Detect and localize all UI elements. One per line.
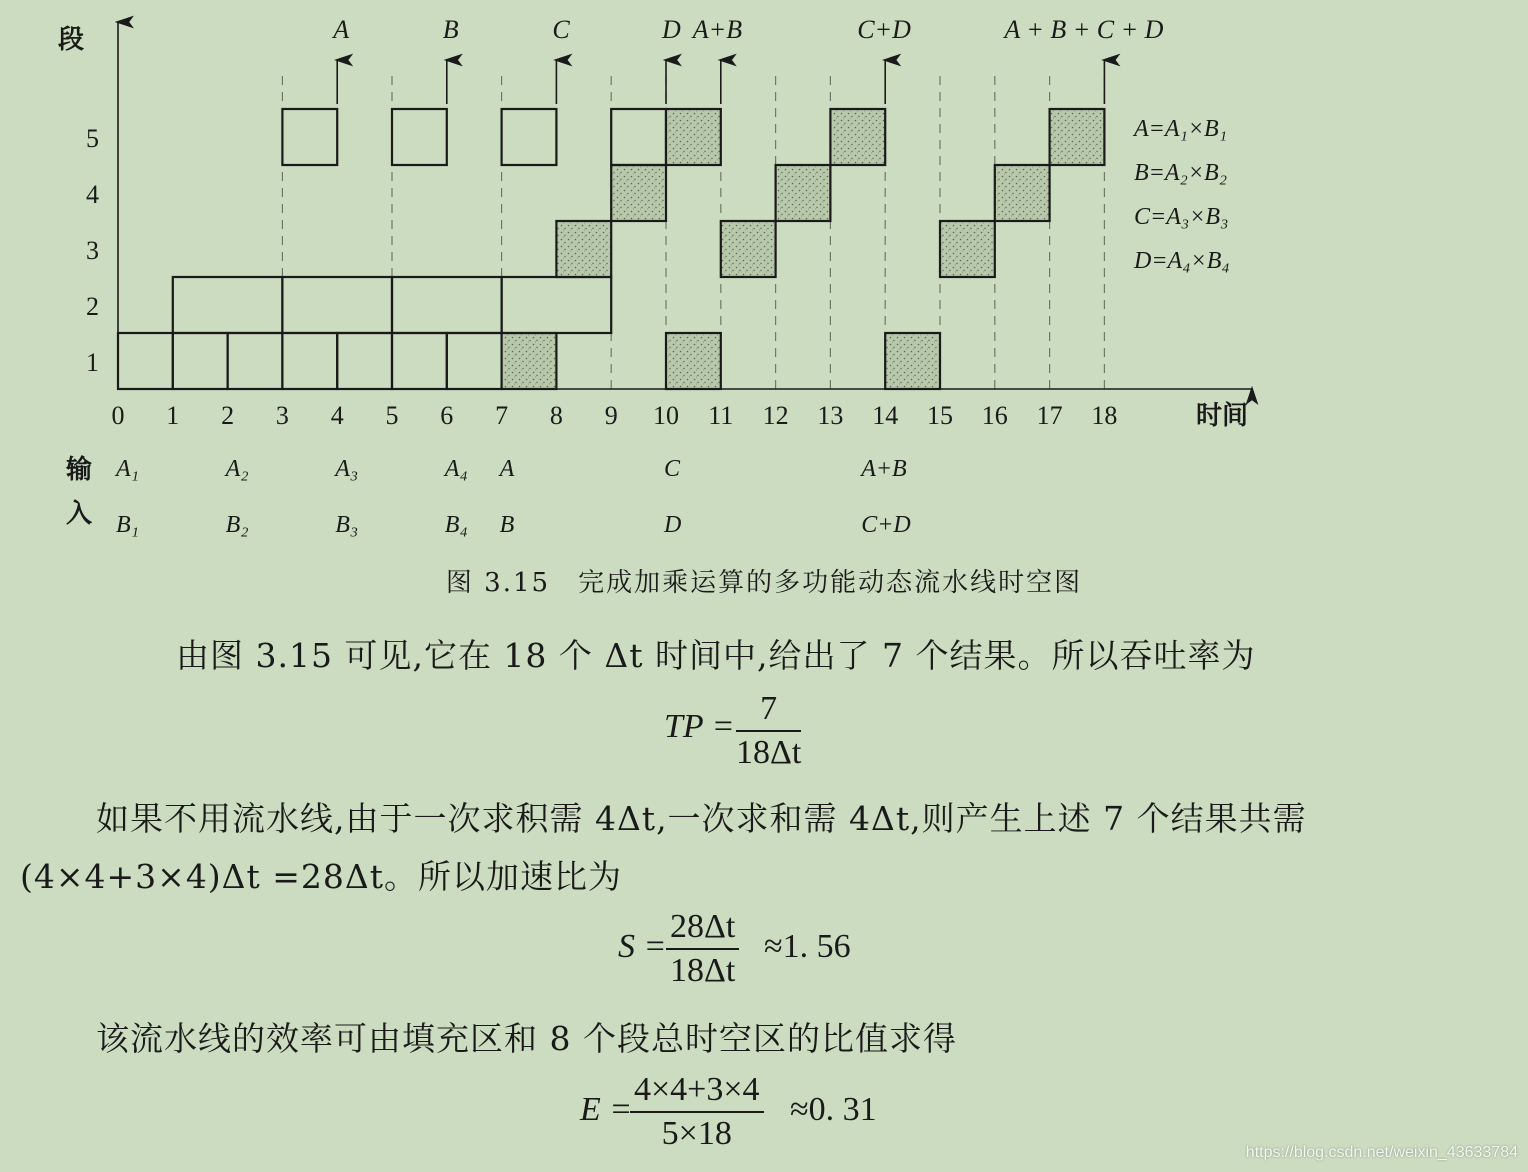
- input-operand-top: C: [664, 456, 681, 482]
- add-operation-block: [556, 221, 611, 277]
- time-tick-label: 3: [275, 401, 289, 430]
- multiply-operation-block: [611, 109, 666, 165]
- output-label: A + B + C + D: [1004, 15, 1164, 44]
- time-tick-label: 16: [981, 401, 1008, 430]
- output-label: C: [552, 15, 570, 44]
- time-tick-label: 0: [111, 401, 125, 430]
- input-operand-bottom: B: [499, 512, 515, 538]
- output-label: C+D: [857, 15, 911, 44]
- equation-denominator: 5×18: [661, 1115, 732, 1152]
- equation-lhs: E =: [580, 1091, 633, 1128]
- multiply-operation-block: [392, 109, 447, 165]
- equation-numerator: 28Δt: [666, 908, 739, 950]
- time-tick-label: 15: [927, 401, 953, 430]
- add-operation-block: [666, 333, 721, 389]
- multiply-operation-block: [337, 333, 392, 389]
- equation-speedup: [614, 908, 914, 994]
- legend-entry: D=A₄×B₄: [1134, 248, 1230, 274]
- multiply-operation-block: [392, 333, 447, 389]
- stage-tick-label: 2: [86, 292, 99, 321]
- add-operation-block: [721, 221, 776, 277]
- y-axis-label: 段: [58, 25, 85, 54]
- input-operand-bottom: D: [664, 512, 682, 538]
- time-tick-label: 13: [817, 401, 844, 430]
- time-tick-label: 1: [166, 401, 180, 430]
- input-operand-bottom: B₄: [444, 512, 468, 538]
- time-tick-label: 8: [549, 401, 563, 430]
- time-tick-label: 10: [653, 401, 679, 430]
- multiply-operation-block: [282, 109, 337, 165]
- equation-fraction: [666, 908, 739, 990]
- stage-tick-label: 5: [86, 124, 99, 153]
- legend-entry: A=A₁×B₁: [1134, 116, 1228, 142]
- input-operand-bottom: C+D: [861, 512, 911, 538]
- time-tick-label: 5: [385, 401, 399, 430]
- equation-efficiency: [576, 1071, 936, 1157]
- equation-lhs: TP =: [664, 708, 735, 745]
- x-axis-label: 时间: [1196, 401, 1249, 430]
- add-operation-block: [885, 333, 940, 389]
- time-tick-label: 7: [495, 401, 509, 430]
- input-operand-top: A₁: [116, 456, 140, 482]
- input-operand-top: A+B: [861, 456, 907, 482]
- add-operation-block: [502, 333, 557, 389]
- time-tick-label: 12: [762, 401, 789, 430]
- output-label: B: [442, 15, 459, 44]
- time-tick-label: 14: [872, 401, 899, 430]
- stage-tick-label: 4: [86, 180, 99, 209]
- time-tick-label: 11: [708, 401, 734, 430]
- watermark: https://blog.csdn.net/weixin_43633784: [1245, 1144, 1518, 1161]
- time-tick-label: 4: [330, 401, 344, 430]
- equation-result: ≈1. 56: [764, 928, 851, 965]
- multiply-operation-block: [173, 333, 228, 389]
- output-label: A: [333, 15, 350, 44]
- time-tick-label: 18: [1091, 401, 1118, 430]
- legend-entry: B=A₂×B₂: [1134, 160, 1228, 186]
- equation-denominator: 18Δt: [736, 734, 802, 771]
- multiply-operation-block: [118, 333, 173, 389]
- equation-fraction: [736, 690, 801, 772]
- equation-lhs: S =: [618, 928, 667, 965]
- output-label: A+B: [692, 15, 743, 44]
- input-label-bottom: 入: [66, 499, 93, 528]
- add-operation-block: [776, 165, 831, 221]
- paragraph-efficiency: 该流水线的效率可由填充区和 8 个段总时空区的比值求得: [96, 1019, 957, 1058]
- equation-denominator: 18Δt: [670, 952, 736, 989]
- multiply-operation-block: [502, 277, 612, 333]
- time-tick-label: 17: [1036, 401, 1063, 430]
- paragraph-throughput: 由图 3.15 可见,它在 18 个 Δt 时间中,给出了 7 个结果。所以吞吐率为: [176, 636, 1256, 675]
- input-operand-bottom: B₃: [335, 512, 359, 538]
- output-label: D: [662, 15, 681, 44]
- equation-throughput: [660, 690, 860, 774]
- multiply-operation-block: [502, 109, 557, 165]
- input-operand-top: A₂: [225, 456, 249, 482]
- equation-numerator: 4×4+3×4: [630, 1071, 764, 1113]
- legend-entry: C=A₃×B₃: [1134, 204, 1229, 230]
- equation-fraction: [630, 1071, 764, 1153]
- stage-tick-label: 1: [86, 348, 99, 377]
- input-operand-bottom: B₁: [116, 512, 140, 538]
- pipeline-space-time-diagram: [0, 0, 1528, 560]
- time-tick-label: 6: [440, 401, 454, 430]
- add-operation-block: [830, 109, 885, 165]
- add-operation-block: [995, 165, 1050, 221]
- input-operand-top: A: [499, 456, 515, 482]
- multiply-operation-block: [392, 277, 502, 333]
- multiply-operation-block: [447, 333, 502, 389]
- input-operand-bottom: B₂: [225, 512, 249, 538]
- paragraph-no-pipeline: 如果不用流水线,由于一次求积需 4Δt,一次求和需 4Δt,则产生上述 7 个结果共需: [96, 799, 1307, 838]
- equation-numerator: 7: [736, 690, 801, 732]
- multiply-operation-block: [228, 333, 283, 389]
- input-label-top: 输: [66, 455, 93, 484]
- time-tick-label: 2: [221, 401, 235, 430]
- add-operation-block: [940, 221, 995, 277]
- paragraph-speedup: (4×4+3×4)Δt =28Δt。所以加速比为: [20, 857, 622, 896]
- equation-result: ≈0. 31: [790, 1091, 877, 1128]
- input-operand-top: A₃: [335, 456, 359, 482]
- figure-caption: [0, 562, 1528, 599]
- multiply-operation-block: [282, 277, 392, 333]
- multiply-operation-block: [173, 277, 283, 333]
- add-operation-block: [611, 165, 666, 221]
- add-operation-block: [1050, 109, 1105, 165]
- figure-title: 完成加乘运算的多功能动态流水线时空图: [578, 568, 1083, 598]
- input-operand-top: A₄: [444, 456, 468, 482]
- multiply-operation-block: [282, 333, 337, 389]
- time-tick-label: 9: [604, 401, 618, 430]
- figure-number: 图 3.15: [445, 568, 551, 598]
- stage-tick-label: 3: [86, 236, 99, 265]
- add-operation-block: [666, 109, 721, 165]
